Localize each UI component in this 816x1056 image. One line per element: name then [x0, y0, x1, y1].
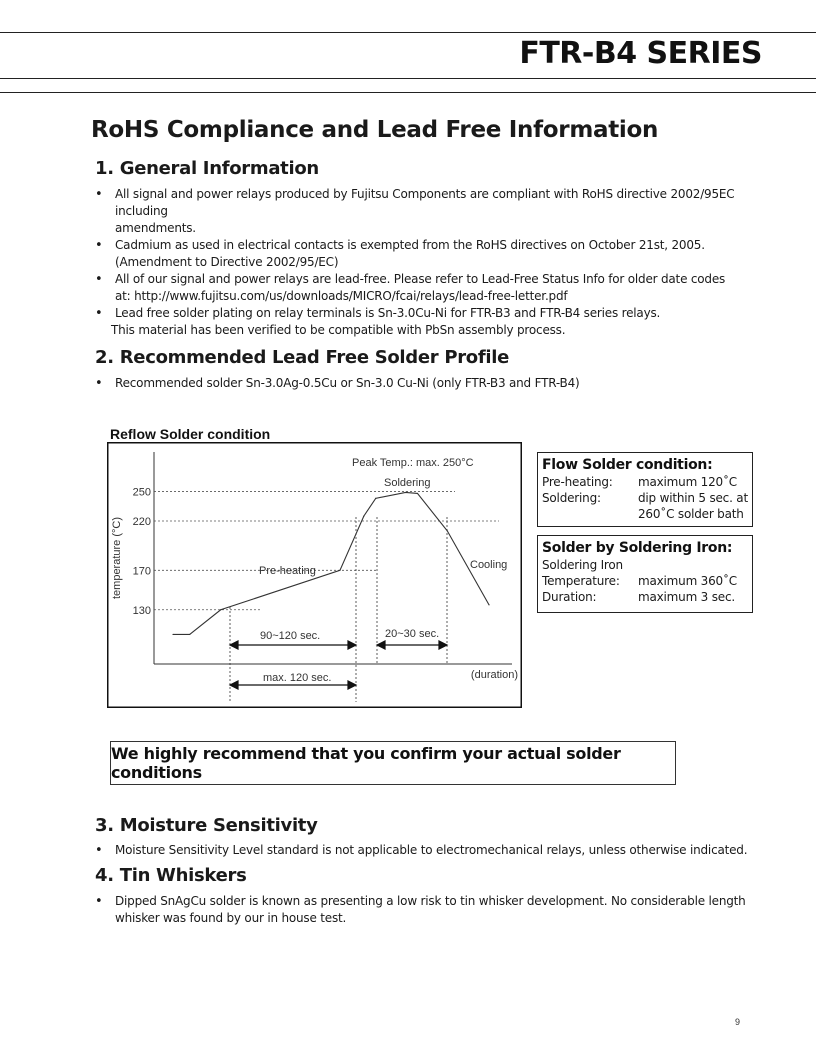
profile-point — [405, 492, 406, 493]
iron-row-value: maximum 3 sec. — [638, 590, 735, 604]
section-heading-general: 1. General Information — [95, 158, 319, 179]
y-tick-label: 170 — [132, 565, 151, 578]
iron-row-key: Temperature: — [542, 574, 620, 588]
flow-row-value: maximum 120˚C — [638, 475, 737, 489]
list-item-text-cont: This material has been verified to be compatible with PbSn assembly process. — [111, 323, 566, 337]
flow-row-value: dip within 5 sec. at — [638, 491, 748, 505]
preheating-annotation: Pre-heating — [259, 565, 316, 577]
profile-point — [417, 493, 418, 494]
list-item-text: Lead free solder plating on relay terminals is Sn-3.0Cu-Ni for FTR-B3 and FTR-B4 series relays. — [115, 306, 661, 320]
list-item-text-cont: (Amendment to Directive 2002/95/EC) — [115, 255, 339, 269]
page-title: RoHS Compliance and Lead Free Information — [91, 117, 659, 143]
reflow-chart — [107, 442, 522, 708]
list-item-text-cont: whisker was found by our in house test. — [115, 911, 347, 925]
dim-label-solder: 20~30 sec. — [385, 628, 440, 640]
section-heading-moisture: 3. Moisture Sensitivity — [95, 815, 318, 836]
flow-row — [542, 506, 752, 522]
iron-row — [542, 573, 752, 589]
peak-temp-annotation: Peak Temp.: max. 250°C — [352, 457, 474, 469]
flow-row-key: Soldering: — [542, 491, 601, 505]
cooling-annotation: Cooling — [470, 559, 508, 571]
profile-point — [189, 634, 190, 635]
flow-row — [542, 490, 752, 506]
profile-point — [375, 498, 376, 499]
profile-point — [339, 570, 340, 571]
flow-row-key — [542, 506, 638, 522]
dim-label-max: max. 120 sec. — [263, 672, 332, 684]
profile-point — [220, 609, 221, 610]
list-item-text: Dipped SnAgCu solder is known as presenting a low risk to tin whisker development. No considerable length — [115, 894, 746, 908]
soldering-iron-title: Solder by Soldering Iron: — [542, 540, 733, 556]
profile-point — [488, 604, 489, 605]
header-bottom-rule — [0, 78, 816, 79]
list-item — [95, 271, 775, 305]
flow-solder-title: Flow Solder condition: — [542, 457, 713, 473]
y-tick-label: 250 — [132, 486, 151, 499]
list-item — [95, 237, 775, 271]
list-item — [95, 842, 775, 859]
list-item-text: Recommended solder Sn-3.0Ag-0.5Cu or Sn-3.0 Cu-Ni (only FTR-B3 and FTR-B4) — [115, 376, 580, 390]
recommendation-text: We highly recommend that you confirm your actual solder conditions — [111, 744, 621, 782]
y-tick-label: 130 — [132, 604, 151, 617]
list-item — [95, 305, 775, 339]
list-item — [95, 186, 775, 237]
flow-solder-box — [537, 452, 753, 527]
flow-row — [542, 474, 752, 490]
y-axis-label: temperature (°C) — [111, 516, 123, 600]
header-second-rule — [0, 92, 816, 93]
section-heading-solder-profile: 2. Recommended Lead Free Solder Profile — [95, 347, 510, 368]
reflow-chart-title: Reflow Solder condition — [110, 426, 271, 442]
y-tick-label: 220 — [132, 516, 151, 529]
tin-whiskers-list — [95, 893, 775, 927]
general-info-list — [95, 186, 775, 339]
iron-row — [542, 589, 752, 605]
moisture-list — [95, 842, 775, 859]
soldering-annotation: Soldering — [384, 477, 431, 489]
iron-row-value: maximum 360˚C — [638, 574, 737, 588]
recommendation-box — [110, 741, 676, 785]
list-item-text-cont: at: http://www.fujitsu.com/us/downloads/MICRO/fcai/relays/lead-free-letter.pdf — [115, 289, 568, 303]
header-top-rule — [0, 32, 816, 33]
soldering-iron-line: Soldering Iron — [542, 558, 623, 572]
list-item-text: All signal and power relays produced by Fujitsu Components are compliant with RoHS directive 2002/95EC including — [115, 187, 735, 218]
section-heading-tin-whiskers: 4. Tin Whiskers — [95, 865, 247, 886]
profile-point — [363, 515, 364, 516]
list-item — [95, 375, 775, 392]
flow-row-value: 260˚C solder bath — [638, 507, 744, 521]
solder-profile-list — [95, 375, 775, 392]
page-number: 9 — [735, 1017, 741, 1027]
list-item-text-cont: amendments. — [115, 221, 196, 235]
list-item — [95, 893, 775, 927]
x-axis-label: (duration) — [470, 669, 518, 681]
list-item-text: Cadmium as used in electrical contacts is exempted from the RoHS directives on October 21st, 2005. — [115, 238, 705, 252]
profile-point — [172, 634, 173, 635]
list-item-text: Moisture Sensitivity Level standard is not applicable to electromechanical relays, unless otherwise indicated. — [115, 843, 748, 857]
iron-row-key: Duration: — [542, 590, 597, 604]
soldering-iron-box — [537, 535, 753, 613]
series-title: FTR-B4 SERIES — [519, 36, 762, 71]
list-item-text: All of our signal and power relays are lead-free. Please refer to Lead-Free Status Info for older date codes — [115, 272, 726, 286]
dim-label-preheat: 90~120 sec. — [260, 630, 321, 642]
flow-row-key: Pre-heating: — [542, 475, 613, 489]
